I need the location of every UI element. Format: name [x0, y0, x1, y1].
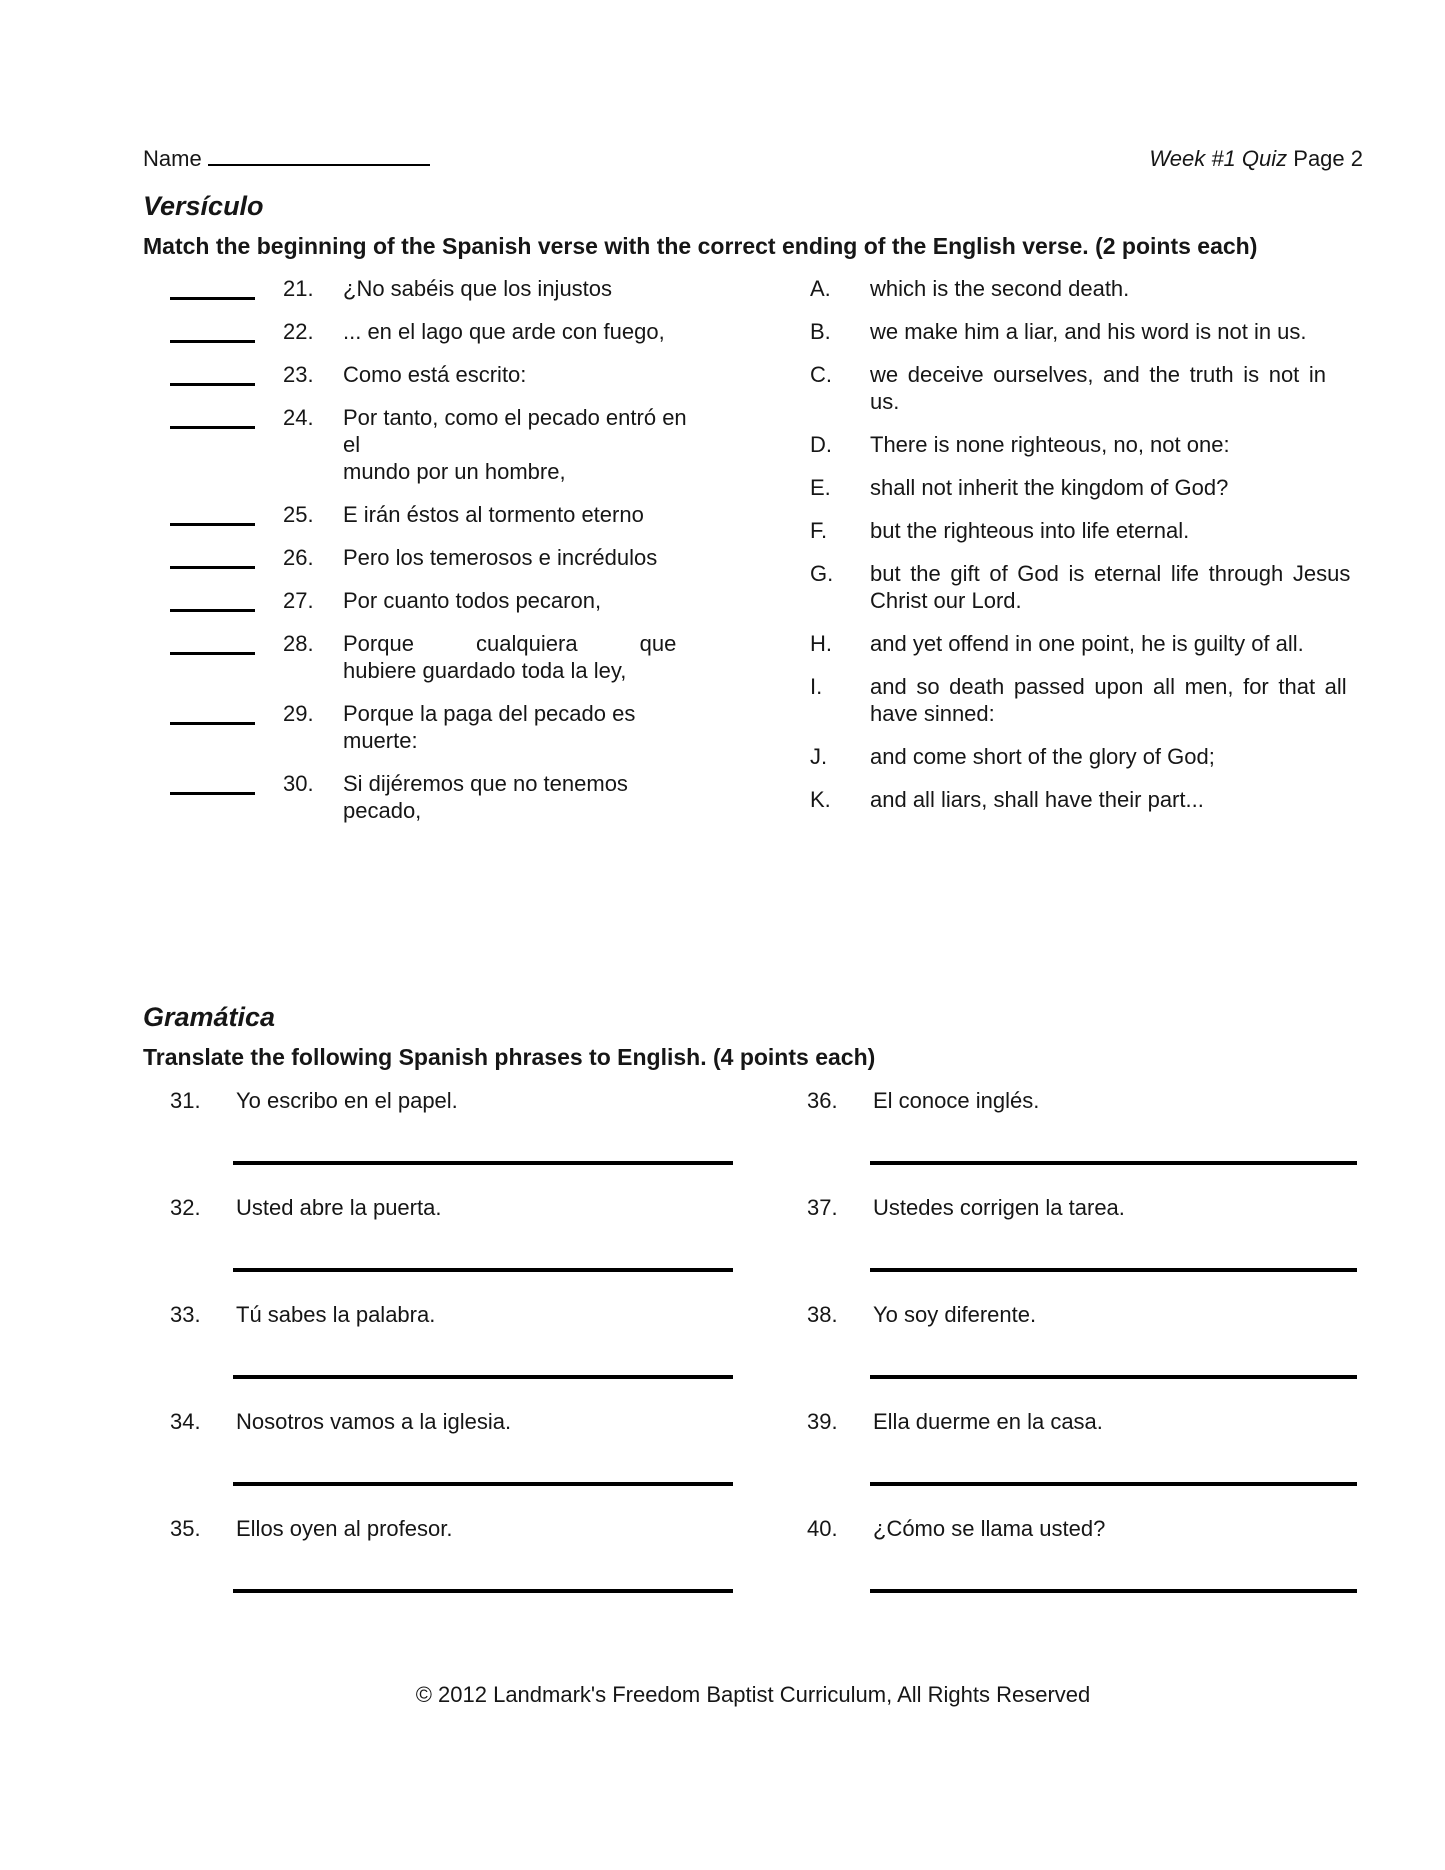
- translate-item-34: [143, 1408, 730, 1486]
- translate-item-31: [143, 1087, 730, 1165]
- item-text: El conoce inglés.: [873, 1088, 1040, 1113]
- item-number: 38.: [807, 1302, 838, 1327]
- match-option-E: [810, 474, 1363, 501]
- answer-blank-22[interactable]: [170, 340, 255, 343]
- match-option-F: [810, 517, 1363, 544]
- option-letter: K.: [810, 787, 831, 812]
- match-item-25: [143, 501, 690, 528]
- item-number: 27.: [283, 588, 314, 613]
- translate-item-39: [807, 1408, 1363, 1486]
- option-letter: F.: [810, 518, 828, 543]
- item-number: 24.: [283, 405, 314, 430]
- match-option-G: [810, 560, 1363, 614]
- answer-line-40[interactable]: [870, 1589, 1357, 1593]
- item-number: 23.: [283, 362, 314, 387]
- option-letter: D.: [810, 432, 832, 457]
- answer-line-34[interactable]: [233, 1482, 733, 1486]
- match-option-A: [810, 275, 1363, 302]
- spanish-column: [143, 275, 690, 840]
- match-option-I: [810, 673, 1363, 727]
- answer-line-38[interactable]: [870, 1375, 1357, 1379]
- answer-line-35[interactable]: [233, 1589, 733, 1593]
- option-letter: J.: [810, 744, 828, 769]
- item-number: 21.: [283, 276, 314, 301]
- item-text: Yo soy diferente.: [873, 1302, 1037, 1327]
- page-header: [143, 145, 1363, 172]
- item-text: E irán éstos al tormento eterno: [343, 502, 644, 527]
- option-letter: B.: [810, 319, 831, 344]
- page-header-right: [1149, 145, 1363, 172]
- match-item-22: [143, 318, 690, 345]
- answer-blank-28[interactable]: [170, 652, 255, 655]
- item-number: 34.: [170, 1409, 201, 1434]
- english-column: [810, 275, 1363, 840]
- answer-blank-29[interactable]: [170, 722, 255, 725]
- item-text: Por tanto, como el pecado entró en el mundo por un hombre,: [343, 405, 687, 484]
- match-option-D: [810, 431, 1363, 458]
- match-option-K: [810, 786, 1363, 813]
- item-text: ... en el lago que arde con fuego,: [343, 319, 665, 344]
- item-number: 35.: [170, 1516, 201, 1541]
- item-text: Nosotros vamos a la iglesia.: [236, 1409, 512, 1434]
- item-text: Ellos oyen al profesor.: [236, 1516, 453, 1541]
- copyright-notice: © 2012 Landmark's Freedom Baptist Curriculum, All Rights Reserved: [415, 1682, 1091, 1707]
- match-item-27: [143, 587, 690, 614]
- item-number: 37.: [807, 1195, 838, 1220]
- item-number: 40.: [807, 1516, 838, 1541]
- translate-item-40: [807, 1515, 1363, 1593]
- option-text: shall not inherit the kingdom of God?: [870, 475, 1229, 500]
- translate-item-37: [807, 1194, 1363, 1272]
- translate-item-36: [807, 1087, 1363, 1165]
- item-text: Si dijéremos que no tenemos pecado,: [343, 771, 628, 823]
- translate-item-33: [143, 1301, 730, 1379]
- answer-blank-30[interactable]: [170, 792, 255, 795]
- item-number: 30.: [283, 771, 314, 796]
- match-item-29: [143, 700, 690, 754]
- option-text: and come short of the glory of God;: [870, 744, 1215, 769]
- item-text: ¿No sabéis que los injustos: [343, 276, 613, 301]
- item-number: 33.: [170, 1302, 201, 1327]
- option-letter: E.: [810, 475, 831, 500]
- matching-exercise: [143, 275, 1363, 840]
- item-number: 39.: [807, 1409, 838, 1434]
- name-row: [143, 145, 430, 172]
- section-title-gramatica: Gramática: [143, 1002, 276, 1032]
- section-title-versiculo: Versículo: [143, 191, 264, 221]
- option-letter: C.: [810, 362, 832, 387]
- translate-exercise: [143, 1087, 1363, 1622]
- answer-blank-23[interactable]: [170, 383, 255, 386]
- answer-blank-21[interactable]: [170, 297, 255, 300]
- option-letter: H.: [810, 631, 832, 656]
- quiz-title: Week #1 Quiz: [1149, 146, 1288, 171]
- item-text: Pero los temerosos e incrédulos: [343, 545, 658, 570]
- answer-blank-24[interactable]: [170, 426, 255, 429]
- match-item-23: [143, 361, 690, 388]
- answer-line-37[interactable]: [870, 1268, 1357, 1272]
- option-text: and yet offend in one point, he is guilty of all.: [870, 631, 1304, 656]
- answer-blank-27[interactable]: [170, 609, 255, 612]
- item-number: 36.: [807, 1088, 838, 1113]
- match-option-H: [810, 630, 1363, 657]
- item-number: 28.: [283, 631, 314, 656]
- option-letter: A.: [810, 276, 831, 301]
- translate-item-38: [807, 1301, 1363, 1379]
- item-text: Porque la paga del pecado es muerte:: [343, 701, 636, 753]
- match-item-28: [143, 630, 690, 684]
- item-number: 25.: [283, 502, 314, 527]
- option-text: which is the second death.: [870, 276, 1130, 301]
- item-text: Tú sabes la palabra.: [236, 1302, 436, 1327]
- match-option-B: [810, 318, 1363, 345]
- match-item-26: [143, 544, 690, 571]
- option-text: we deceive ourselves, and the truth is not in us.: [870, 362, 1327, 414]
- translate-instructions: Translate the following Spanish phrases to English. (4 points each): [143, 1044, 876, 1070]
- item-text: Por cuanto todos pecaron,: [343, 588, 602, 613]
- match-item-24: [143, 404, 690, 485]
- item-text: Ella duerme en la casa.: [873, 1409, 1103, 1434]
- item-number: 26.: [283, 545, 314, 570]
- option-text: and all liars, shall have their part...: [870, 787, 1204, 812]
- option-text: There is none righteous, no, not one:: [870, 432, 1230, 457]
- item-text: ¿Cómo se llama usted?: [873, 1516, 1106, 1541]
- translate-item-35: [143, 1515, 730, 1593]
- answer-line-32[interactable]: [233, 1268, 733, 1272]
- page-number: Page 2: [1287, 146, 1363, 171]
- answer-line-33[interactable]: [233, 1375, 733, 1379]
- option-text: and so death passed upon all men, for that all have sinned:: [870, 674, 1347, 726]
- option-letter: G.: [810, 561, 834, 586]
- item-text: Ustedes corrigen la tarea.: [873, 1195, 1125, 1220]
- name-input-blank[interactable]: [208, 164, 430, 166]
- answer-blank-25[interactable]: [170, 523, 255, 526]
- option-letter: I.: [810, 674, 823, 699]
- match-item-30: [143, 770, 690, 824]
- item-number: 32.: [170, 1195, 201, 1220]
- match-option-C: [810, 361, 1363, 415]
- option-text: but the gift of God is eternal life through Jesus Christ our Lord.: [870, 561, 1351, 613]
- answer-line-39[interactable]: [870, 1482, 1357, 1486]
- item-number: 31.: [170, 1088, 201, 1113]
- translate-item-32: [143, 1194, 730, 1272]
- translate-left-column: [143, 1087, 730, 1622]
- translate-right-column: [807, 1087, 1363, 1622]
- item-text: Porque cualquiera que hubiere guardado toda la ley,: [343, 631, 677, 683]
- matching-instructions: Match the beginning of the Spanish verse with the correct ending of the English verse. (2 points each): [143, 233, 1258, 259]
- option-text: we make him a liar, and his word is not in us.: [870, 319, 1307, 344]
- name-label: Name: [143, 146, 202, 171]
- option-text: but the righteous into life eternal.: [870, 518, 1190, 543]
- item-text: Como está escrito:: [343, 362, 527, 387]
- answer-blank-26[interactable]: [170, 566, 255, 569]
- answer-line-31[interactable]: [233, 1161, 733, 1165]
- item-text: Yo escribo en el papel.: [236, 1088, 458, 1113]
- match-item-21: [143, 275, 690, 302]
- item-text: Usted abre la puerta.: [236, 1195, 442, 1220]
- item-number: 29.: [283, 701, 314, 726]
- match-option-J: [810, 743, 1363, 770]
- answer-line-36[interactable]: [870, 1161, 1357, 1165]
- item-number: 22.: [283, 319, 314, 344]
